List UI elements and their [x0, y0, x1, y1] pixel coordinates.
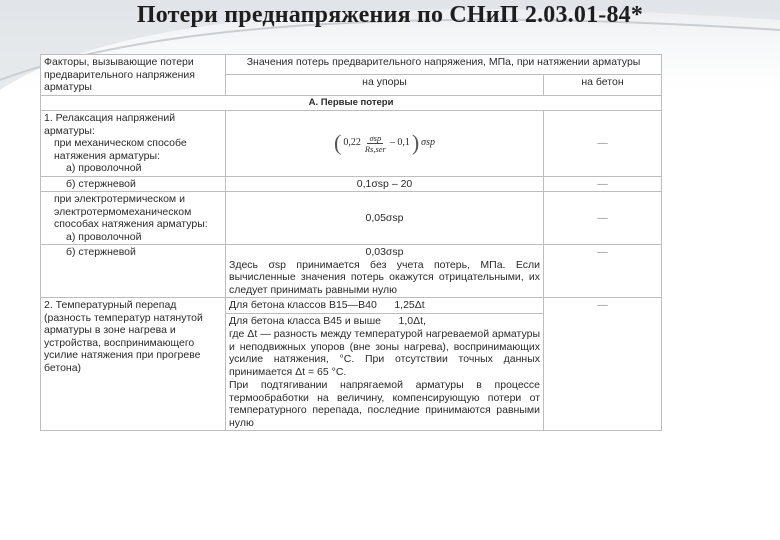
slide-title: Потери преднапряжения по СНиП 2.03.01-84* [136, 2, 644, 28]
mech-rod-value: 0,1σsp – 20 [226, 176, 544, 192]
relaxation-mech-rod-row [41, 176, 662, 192]
temperature-factor: 2. Температурный перепад (разность температур натянутой арматуры в зоне нагрева и устройства, воспринимающего усилие натяжения при прогреве бетона) [41, 298, 226, 431]
header-row [41, 55, 662, 75]
formula-coef: 0,22 [343, 137, 361, 148]
temperature-row [41, 298, 662, 431]
mech-rod-label: б) стержневой [41, 176, 226, 192]
section-a-label: А. Первые потери [41, 95, 662, 111]
electro-wire-value: 0,05σsp [226, 192, 544, 245]
mech-method-label: при механическом способе натяжения арматуры: [54, 137, 187, 162]
section-a-row [41, 95, 662, 111]
mech-rod-concrete-dash: — [544, 176, 662, 192]
electro-rod-label: б) стержневой [41, 245, 226, 298]
temperature-compensation-note: При подтягивании напрягаемой арматуры в процессе термообработки на величину, компенсирующую потери от температурного перепада, последние принимаются равными нулю [229, 379, 540, 429]
temperature-values-cell [226, 298, 544, 431]
relaxation-factor-cell [41, 111, 226, 177]
header-on-stops: на упоры [226, 75, 544, 95]
temperature-concrete-dash: — [544, 298, 662, 431]
relaxation-formula: ( 0,22 $\frac{\text{σsp}}{\text{Rs,ser}}$ – 0,1 ) σsp [334, 130, 435, 156]
mech-wire-concrete-dash: — [544, 111, 662, 177]
mech-wire-label: а) проволочной [66, 162, 142, 174]
relaxation-mech-wire-row [41, 111, 662, 177]
formula-minus: – 0,1 [389, 137, 410, 148]
mech-wire-formula-cell [226, 111, 544, 177]
formula-numerator: σsp [369, 132, 382, 143]
electro-factor-cell [41, 192, 226, 245]
formula-denominator: Rs,ser [364, 143, 386, 154]
header-values: Значения потерь предварительного напряжения, МПа, при натяжении арматуры [226, 55, 662, 75]
header-on-concrete: на бетон [544, 75, 662, 95]
relaxation-title: 1. Релаксация напряжений арматуры: [44, 112, 176, 137]
temperature-explanation: где Δt — разность между температурой нагреваемой арматуры и неподвижных упоров (вне зоны нагрева), воспринимающих усилие натяжения, °С. При отсутствии точных данных принимается Δt = 65 °С. [229, 328, 540, 378]
relaxation-electro-rod-row [41, 245, 662, 298]
temperature-line-b45: Для бетона класса В45 и выше 1,0Δt, [229, 314, 426, 327]
relaxation-note: Здесь σsp принимается без учета потерь, МПа. Если вычисленные значения потерь окажутся отрицательными, их следует принимать равными нулю [229, 258, 540, 296]
formula-tail: σsp [421, 137, 435, 148]
electro-wire-label: а) проволочной [66, 230, 142, 243]
electro-rod-value: 0,03σsp [365, 246, 404, 258]
temperature-line-b15-b40: Для бетона классов В15—В40 1,25Δt [226, 298, 543, 314]
electro-rod-concrete-dash: — [544, 245, 662, 298]
electro-method-label: при электротермическом и электротермомеханическом способах натяжения арматуры: [54, 193, 208, 230]
header-factors: Факторы, вызывающие потери предварительного напряжения арматуры [41, 55, 226, 96]
electro-rod-cell [226, 245, 544, 298]
electro-wire-concrete-dash: — [544, 192, 662, 245]
prestress-losses-table [40, 54, 662, 431]
relaxation-electro-wire-row [41, 192, 662, 245]
